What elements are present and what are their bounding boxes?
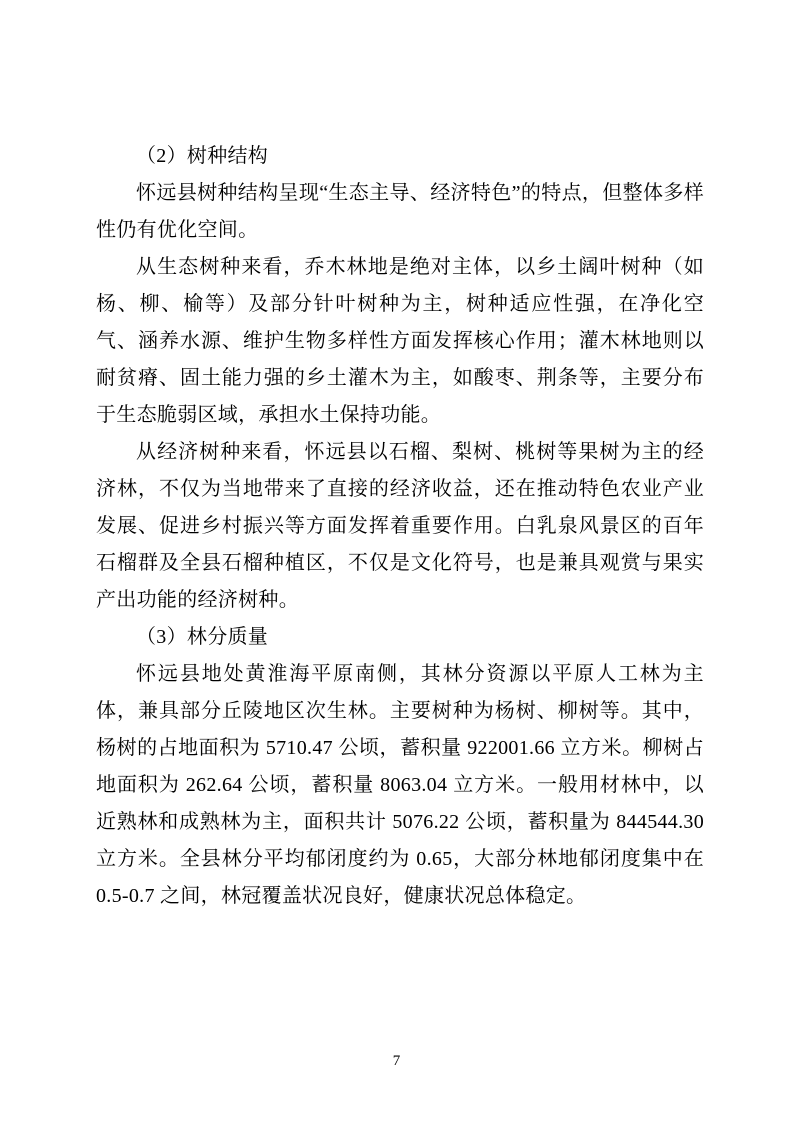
page-footer: [0, 1052, 793, 1070]
section-heading-stand-quality: （3）林分质量: [136, 626, 269, 648]
paragraph-stand-quality: 怀远县地处黄淮海平原南侧，其林分资源以平原人工林为主体，兼具部分丘陵地区次生林。主要树种为杨树、柳树等。其中，杨树的占地面积为 5710.47 公顷，蓄积量 922001.66 立方米。柳树占地面积为 262.64 公顷，蓄积量 8063.04 立方米。一般用材林中，以近熟林和成熟林为主，面积共计 5076.22 公顷，蓄积量为 844544.30 立方米。全县林分平均郁闭度约为 0.65，大部分林地郁闭度集中在 0.5-0.7 之间，林冠覆盖状况良好，健康状况总体稳定。: [96, 663, 704, 907]
section-heading-tree-species-structure: （2）树种结构: [136, 145, 269, 167]
paragraph-economic-species: 从经济树种来看，怀远县以石榴、梨树、桃树等果树为主的经济林，不仅为当地带来了直接的经济收益，还在推动特色农业产业发展、促进乡村振兴等方面发挥着重要作用。白乳泉风景区的百年石榴群及全县石榴种植区，不仅是文化符号，也是兼具观赏与果实产出功能的经济树种。: [96, 441, 704, 611]
page-number: 7: [392, 1053, 401, 1069]
paragraph-overview: 怀远县树种结构呈现“生态主导、经济特色”的特点，但整体多样性仍有优化空间。: [96, 182, 704, 241]
document-body: [96, 138, 704, 915]
paragraph-ecological-species: 从生态树种来看，乔木林地是绝对主体，以乡土阔叶树种（如杨、柳、榆等）及部分针叶树种为主，树种适应性强，在净化空气、涵养水源、维护生物多样性方面发挥核心作用；灌木林地则以耐贫瘠、固土能力强的乡土灌木为主，如酸枣、荆条等，主要分布于生态脆弱区域，承担水土保持功能。: [96, 256, 704, 426]
